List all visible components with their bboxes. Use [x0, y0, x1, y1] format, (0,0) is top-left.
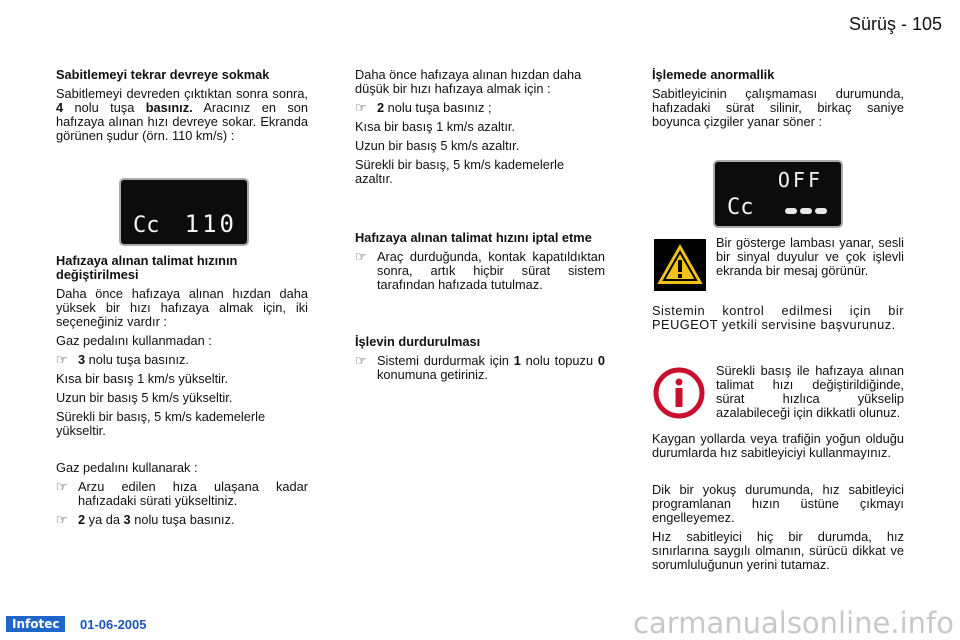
- list-item-raise-speed: ☞ Arzu edilen hıza ulaşana kadar hafızadaki sürati yükseltiniz.: [56, 479, 308, 508]
- paragraph-two-options: Daha önce hafızaya alınan hızdan daha yüksek bir hızı hafızaya almak için, iki seçeneğiniz vardır :: [56, 286, 308, 329]
- display-speed-value: 110: [184, 210, 237, 238]
- column-2: [355, 68, 605, 387]
- paragraph-without-pedal: Gaz pedalını kullanmadan :: [56, 333, 212, 348]
- column-1b: [56, 254, 308, 532]
- column-3b: [652, 304, 904, 337]
- footer-date: 01-06-2005: [80, 617, 147, 632]
- off-display: [713, 160, 843, 228]
- list-item-stop-system: ☞ Sistemi durdurmak için 1 nolu topuzu 0 konumuna getiriniz.: [355, 353, 605, 382]
- column-1: [56, 68, 308, 148]
- paragraph-slippery-roads: Kaygan yollarda veya trafiğin yoğun olduğu durumlarda hız sabitleyiciyi kullanmayınız.: [652, 431, 904, 460]
- column-3: [652, 68, 904, 134]
- info-icon: [653, 367, 705, 419]
- warning-triangle-icon: [654, 239, 706, 291]
- list-item-press-2-or-3: ☞ 2 ya da 3 nolu tuşa basınız.: [56, 512, 235, 527]
- paragraph-continuous-press-down: Sürekli bir basış, 5 km/s kademelerle azaltır.: [355, 157, 565, 186]
- bullet-hand-icon: ☞: [355, 249, 367, 264]
- warning-note: Bir gösterge lambası yanar, sesli bir sinyal duyulur ve çok işlevli ekranda bir mesaj görünür.: [716, 235, 904, 278]
- site-watermark: carmanualsonline.info: [633, 606, 954, 640]
- display-cc-label: Cc: [727, 195, 754, 220]
- list-item-vehicle-stopped: ☞ Araç durduğunda, kontak kapatıldıktan sonra, artık hiçbir sürat sistem tarafından hafızada tutulmaz.: [355, 249, 605, 292]
- paragraph-responsibility: Hız sabitleyici hiç bir durumda, hız sınırlarına saygılı olmanın, sürücü dikkat ve sorumluluğunun yerini tutamaz.: [652, 529, 904, 572]
- paragraph-continuous-press: Sürekli bir basış, 5 km/s kademelerle yükseltir.: [56, 409, 266, 438]
- bullet-hand-icon: ☞: [56, 512, 68, 527]
- paragraph-short-press-down: Kısa bir basış 1 km/s azaltır.: [355, 119, 516, 134]
- list-item-press-2: ☞ 2 nolu tuşa basınız ;: [355, 100, 492, 115]
- heading-stop-function: İşlevin durdurulması: [355, 334, 481, 349]
- paragraph-steep-slope: Dik bir yokuş durumunda, hız sabitleyici programlanan hızın üstüne çıkmayı engelleyemez.: [652, 482, 904, 525]
- paragraph-short-press: Kısa bir basış 1 km/s yükseltir.: [56, 371, 229, 386]
- column-3c: [652, 432, 904, 577]
- bullet-hand-icon: ☞: [56, 479, 68, 494]
- display-dashes: [785, 208, 827, 214]
- paragraph-reactivate: Sabitlemeyi devreden çıktıktan sonra sonra, 4 nolu tuşa basınız. Aracınız en son hafızaya alınan hızı devreye sokar. Ekranda görünen şudur (örn. 110 km/s) :: [56, 86, 308, 143]
- heading-reactivate: Sabitlemeyi tekrar devreye sokmak: [56, 67, 270, 82]
- list-item-press-3: ☞ 3 nolu tuşa basınız.: [56, 352, 189, 367]
- info-note: Sürekli basış ile hafızaya alınan talimat hızı değiştirildiğinde, sürat hızlıca yükselip azalabileceği için dikkatli olunuz.: [716, 363, 904, 420]
- paragraph-contact-peugeot: Sistemin kontrol edilmesi için bir PEUGEOT yetkili servisine başvurunuz.: [652, 303, 904, 332]
- heading-malfunction: İşlemede anormallik: [652, 67, 775, 82]
- paragraph-with-pedal: Gaz pedalını kullanarak :: [56, 460, 198, 475]
- display-cc-label: Cc: [133, 213, 160, 238]
- heading-cancel-speed: Hafızaya alınan talimat hızını iptal etme: [355, 230, 592, 245]
- paragraph-malfunction: Sabitleyicinin çalışmaması durumunda, hafızadaki sürat silinir, birkaç saniye boyunca çizgiler yanar söner :: [652, 86, 904, 129]
- bullet-hand-icon: ☞: [56, 352, 68, 367]
- paragraph-long-press-down: Uzun bir basış 5 km/s azaltır.: [355, 138, 520, 153]
- display-off-label: OFF: [777, 168, 823, 192]
- bullet-hand-icon: ☞: [355, 353, 367, 368]
- paragraph-long-press: Uzun bir basış 5 km/s yükseltir.: [56, 390, 233, 405]
- infotec-logo: Infotec: [6, 616, 65, 632]
- paragraph-lower-speed: Daha önce hafızaya alınan hızdan daha düşük bir hızı hafızaya almak için :: [355, 67, 582, 96]
- speed-display: [119, 178, 249, 246]
- bullet-hand-icon: ☞: [355, 100, 367, 115]
- heading-modify-speed: Hafızaya alınan talimat hızının değiştirilmesi: [56, 253, 238, 282]
- page-title: Sürüş - 105: [848, 14, 942, 34]
